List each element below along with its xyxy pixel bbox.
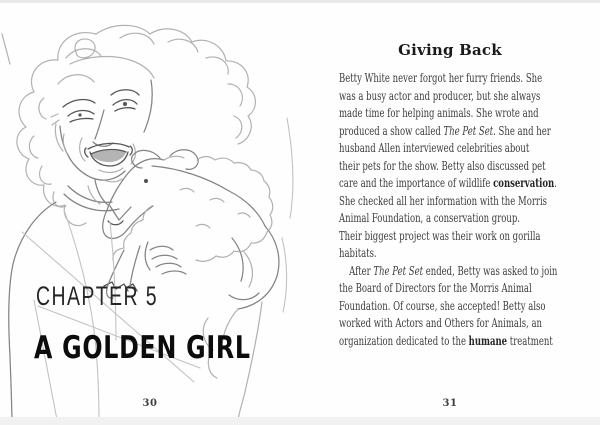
body-text-line: After The Pet Set ended, Betty was asked to join: [349, 263, 558, 278]
chapter-label: CHAPTER 5: [36, 281, 159, 311]
body-text-line: organization dedicated to the humane treatment: [339, 333, 553, 348]
page-number-left: 30: [142, 398, 158, 409]
body-text-line: husband Allen interviewed celebrities about: [339, 141, 530, 155]
body-text-line: their pets for the show. Betty also discussed pet: [339, 158, 546, 173]
body-text-line: worked with Actors and Others for Animals, an: [339, 316, 542, 330]
body-text-line: the Board of Directors for the Morris Animal: [339, 281, 532, 295]
photo-edge-top: [0, 0, 600, 3]
section-heading: Giving Back: [398, 41, 502, 59]
body-text-line: care and the importance of wildlife conservation.: [339, 176, 557, 190]
body-text-line: Betty White never forgot her furry friends. She: [339, 71, 543, 85]
body-text: [339, 70, 569, 350]
body-text-line: She checked all her information with the Morris: [339, 193, 548, 208]
photo-edge-bottom: [0, 417, 600, 425]
body-text-line: Foundation. Of course, she accepted! Betty also: [339, 298, 546, 313]
body-text-line: Animal Foundation, a conservation group.: [339, 211, 521, 225]
body-text-line: was a busy actor and producer, but she always: [339, 88, 541, 103]
body-text-line: habitats.: [339, 246, 377, 260]
page-number-right: 31: [442, 398, 458, 409]
right-page: [300, 0, 600, 425]
body-text-line: made time for helping animals. She wrote and: [339, 106, 539, 120]
body-text-line: produced a show called The Pet Set. She and her: [339, 123, 551, 138]
body-text-line: Their biggest project was their work on gorilla: [339, 228, 541, 243]
chapter-title: A GOLDEN GIRL: [34, 329, 251, 366]
